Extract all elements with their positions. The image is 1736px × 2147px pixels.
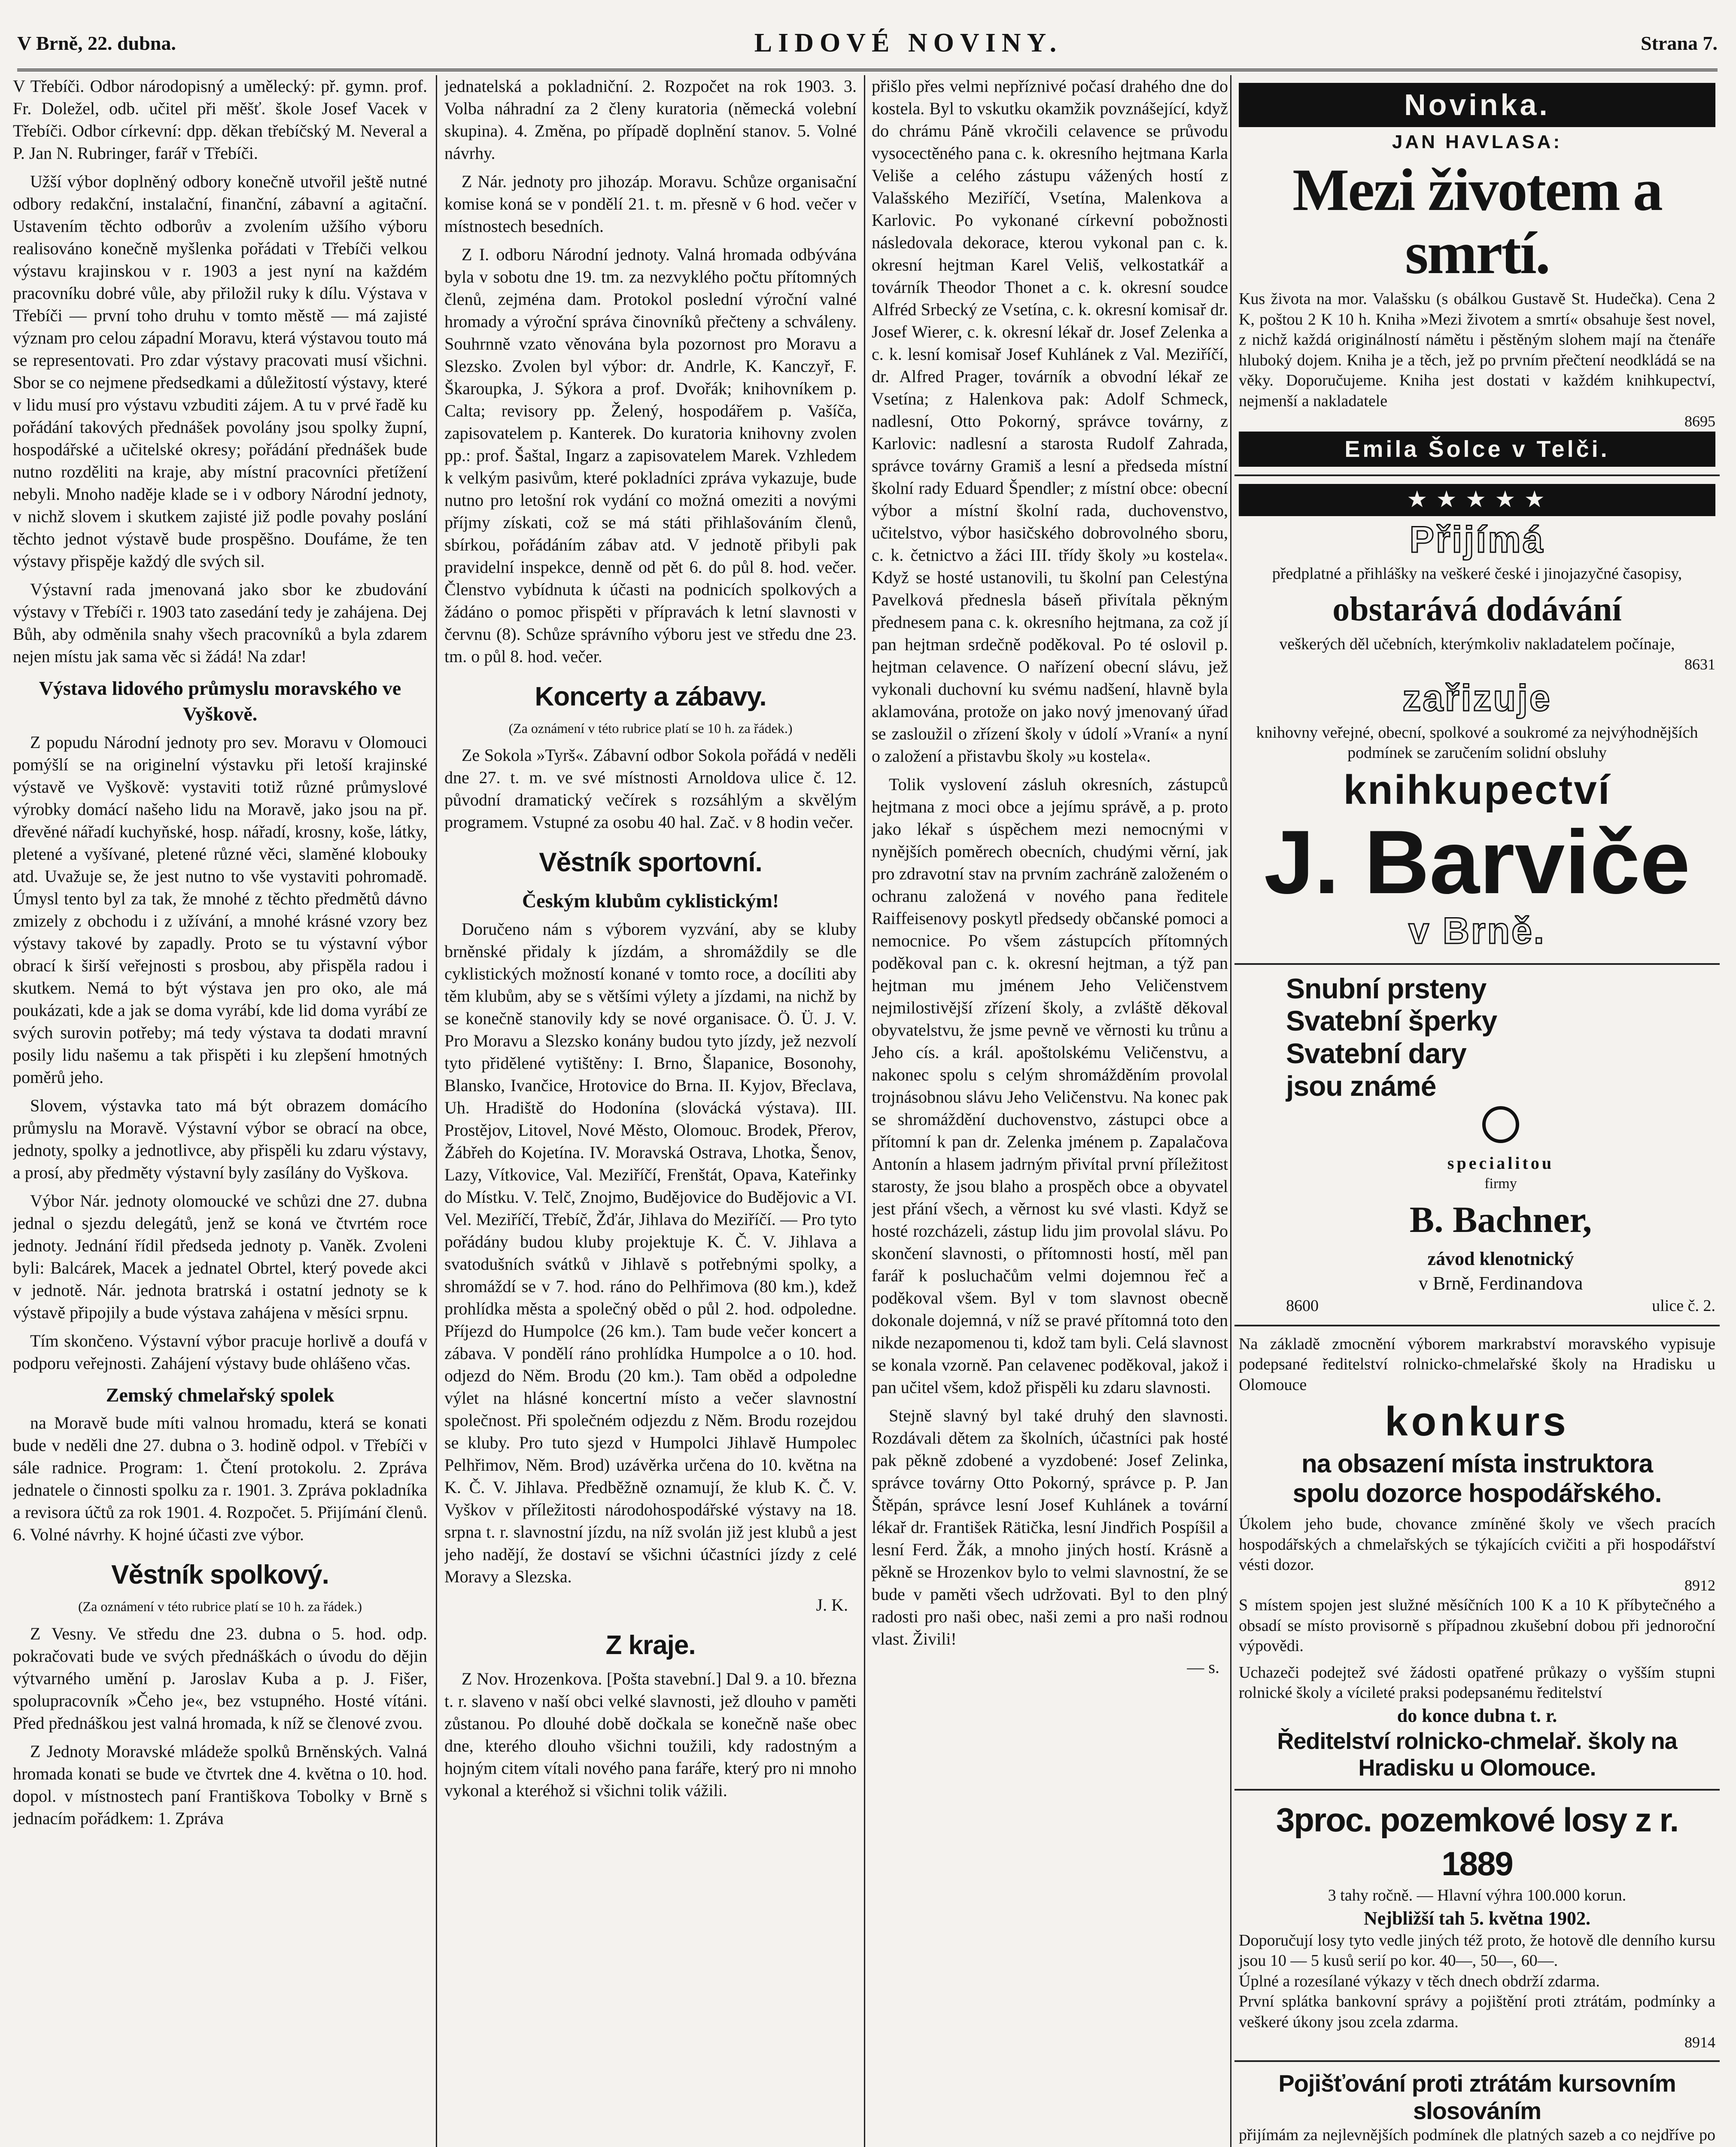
column-rule	[864, 75, 865, 2147]
signature: — s.	[1187, 1657, 1219, 1677]
ad-rings-line4: jsou známé	[1286, 1070, 1436, 1102]
ad-lottery-text3: Doporučují losy tyto vedle jiných též proto, že hotově dle denního kursu jsou 10 — 5 kusů serií po kor. 40—, 50—, 60—.	[1239, 1931, 1715, 1970]
spacer	[1239, 1508, 1715, 1514]
paragraph: Stejně slavný byl také druhý den slavnosti. Rozdávali dětem za školních, účastníci pak hosté pak pěkně zdobené a vyzdobené: Josef Zelinka, správce továrny Otto Pokorný, správce p. P. Jan Štěpán, správce lesní Josef Kuhlánek a tovární lékař dr. František Rätička, lesní Jindřich Pospíšil a lesní Ferd. Žák, a mnoho jiných hostí. Krásně a pěkně se Hrozenkov bylo to velmi slavnostní, že se bude v paměti všech udržovati. Byl to den plný radosti pro naši obec, naši zemi a pro naši rodnou vlast. Živili!	[872, 1406, 1228, 1648]
paragraph: Z Jednoty Moravské mládeže spolků Brněnských. Valná hromada konati se bude ve čtvrtek dne 4. května o 10. hod. dopol. v místnostech paní Františkova Tobolky v Brně s jednacím pořádkem: 1. Zpráva	[13, 1741, 427, 1828]
ad-bachner	[1234, 965, 1720, 1326]
ad-rings-line1: Snubní prsteny	[1286, 972, 1487, 1004]
paragraph: Z Nov. Hrozenkova. [Pošta stavební.] Dal 9. a 10. března t. r. slaveno v naší obci velké slavnosti, jež dlouho v paměti zůstanou. Po dlouhé době dočkala se konečně naše obec dne, kterého dlouho všichni toužili, kdy radostným a hojným citem vítali nového pana faráře, který pro ni mnoho vykonal a kteréhož si všichni tolik vážili.	[444, 1669, 857, 1800]
ad-rings-address1: v Brně, Ferdinandova	[1418, 1273, 1583, 1294]
ad-zarizuje-text: knihovny veřejné, obecní, spolkové a soukromé za nejvýhodnějších podmínek se zaručením solidní obsluhy	[1256, 723, 1698, 762]
ad-novinka-publisher: Emila Šolce v Telči.	[1239, 432, 1715, 467]
section-title: Z kraje.	[605, 1630, 696, 1660]
ad-konkurs	[1234, 1326, 1720, 1791]
ad-novinka-title: Novinka.	[1239, 83, 1715, 127]
ad-decor-banner: ★ ★ ★ ★ ★	[1239, 484, 1715, 516]
ring-icon	[1482, 1106, 1519, 1143]
ad-prijima-title: Přijímá	[1409, 519, 1545, 560]
page-number: Strana 7.	[1641, 32, 1718, 54]
spacer	[1239, 1657, 1715, 1663]
ad-lottery-number: 8914	[1684, 2034, 1715, 2051]
paragraph: Z popudu Národní jednoty pro sev. Moravu v Olomouci pomýšlí se na originelní výstavku při letoší krajinské výstavě ve Vyškově: vystaviti totiž různé průmyslové výrobky domácí našeho lidu na Moravě, jako jsou na př. dřevěné nářadí kuchyňské, hosp. nářadí, krosny, koše, látky, pletené a vyšívané, pletené různé věci, slaměné klobouky atd. Uvažuje se, že jest nutno to vše vystaviti pohromadě. Úmysl tento byl za tak, že mnohé z těchto předmětů dávno zmizely z obchodu i z užívání, a mnohé krásné vzory bez výstavy takové by zapadly. Proto se tu výstavní výbor obrací k širší veřejnosti s prosbou, aby přispěla radou i skutkem. Nemá to být výstava jen pro oko, ale má poukázati, kde a jak se doma vyrábí, kde lid doma vyrábí ze svých surovin potřeby; má tedy výstava ta dodati mravní posily lidu našemu a tak přispěti i ku zlepšení hmotných poměrů jeho.	[13, 732, 427, 1087]
section-heading: Českým klubům cyklistickým!	[522, 889, 779, 912]
ad-konkurs-heading2: spolu dozorce hospodářského.	[1292, 1479, 1662, 1508]
ads-column	[1234, 75, 1720, 2147]
ad-barvic-city: v Brně.	[1408, 910, 1546, 952]
ad-zarizuje-title: zařizuje	[1402, 678, 1552, 719]
signature: J. K.	[816, 1595, 848, 1615]
paragraph: Výbor Nár. jednoty olomoucké ve schůzi dne 27. dubna jednal o sjezdu delegátů, jenž se koná ve čtvrtém roce jednoty. Jednání řídil předseda jednoty p. Vaněk. Zvoleni byli: Balcárek, Macek a jednatel Obrtel, který povede akci v jednotě. Nár. jednota bratrská i ostatní jednoty se k výstavě připojily a bude výstava zahájena v měsíci srpnu.	[13, 1191, 427, 1322]
ad-konkurs-text2: S místem spojen jest služné měsíčních 100 K a 10 K příbytečného a obsadí se místo provisorně s případnou zkušební dobou při jednoroční výpovědi.	[1239, 1596, 1715, 1655]
ad-lottery-text4: Úplné a rozesílané výkazy v těch dnech obdrží zdarma.	[1239, 1972, 1600, 1990]
ad-konkurs-text1: Úkolem jeho bude, chovance zmíněné školy ve všech pracích hospodářských a chmelařských se týkajících cvičiti a při hospodářství vésti dozor.	[1239, 1515, 1715, 1574]
paragraph: Ze Sokola »Tyrš«. Zábavní odbor Sokola pořádá v neděli dne 27. t. m. ve své místnosti Arnoldova ulice č. 12. původní dramatický večírek s rozsáhlým a skvělým programem. Vstupné za osobu 40 hal. Zač. v 8 hodin večer.	[444, 745, 857, 832]
ad-novinka-author: JAN HAVLASA:	[1392, 131, 1563, 152]
ad-prijima-text: předplatné a přihlášky na veškeré české i jinojazyčné časopisy,	[1272, 565, 1682, 583]
newspaper-title: LIDOVÉ NOVINY.	[754, 28, 1063, 58]
ad-rings-workshop: závod klenotnický	[1427, 1248, 1574, 1270]
rubric-note: (Za oznámení v této rubrice platí se 10 h. za řádek.)	[78, 1598, 362, 1614]
paragraph: Výstavní rada jmenovaná jako sbor ke zbudování výstavy v Třebíči r. 1903 tato zasedání tedy je zahájena. Dej Bůh, aby odměnila snahy všech pracovníků a byla zdarem nejen místu jak sama věc si žádá! Na zdar!	[13, 580, 427, 666]
ad-prijima-text2: veškerých děl učebních, kterýmkoliv nakladatelem počínaje,	[1279, 635, 1675, 653]
paragraph: Doručeno nám s výborem vyzvání, aby se kluby brněnské přidaly k jízdám, a shromáždily se dle cyklistických možností konané v tomto roce, a docíliti aby těm klubům, aby se s většími výlety a jízdami, na nichž by se konečně stanovily kdy se nové organisace. Ö. Ü. J. V. Pro Moravu a Slezsko konány budou tyto jízdy, jež nezvolí tyto přidělené vytištěny: I. Brno, Šlapanice, Bosonohy, Blansko, Ivančice, Hrotovice do Brna. II. Kyjov, Břeclava, Uh. Hradiště do Hodonína (slovácká výstava). III. Prostějov, Litovel, Nové Město, Olomouc. Brodek, Přerov, Žábřeh do Kojetína. IV. Moravská Ostrava, Lhotka, Šenov, Lazy, Vítkovice, Val. Meziříčí, Frenštát, Opava, Kateřinky do Místku. V. Telč, Znojmo, Budějovice do Budějovic a VI. Vel. Meziříčí, Třebíč, Žďár, Jihlava do Meziříčí. — Pro tyto pořádány budou kluby projektuje K. Č. V. Jihlava a svatodušních svátků v Jihlavě s potřebnými spolky, a shromáždí se v 7. hod. ráno do Pelhřimova (80 km.), kdež prohlídka města a společný oběd o půl 2. hod. odpoledne. Příjezd do Humpolce (26 km.). Tam bude večer koncert a zábava. V pondělí ráno prohlídka Humpolce a o 10. hod. odjezd do Něm. Brodu (20 km.). Tam oběd a odpoledne výlet na hlásné koncertní místo a večer slavnostní společnost. Při společném odjezdu z Něm. Brodu rozejdou se kluby. Pro tuto sjezd v Humpolci Jihlavě Humpolec Pelhřimov, Něm. Brod) uzávěrka určena do 10. května na K. Č. V. Jihlava. Předběžně oznamují, že klub K. Č. V. Vyškov v příležitosti národohospodářské výstavy na 18. srpna t. r. slavnostní jízdu, na níž svolán již jest klubů a jest jeho nadějí, že dostaví se všichni účastníci jízdy z celé Moravy a Slezska.	[444, 919, 857, 1586]
ad-barvic	[1234, 476, 1720, 964]
ad-konkurs-number: 8912	[1684, 1576, 1715, 1594]
ad-insurance-heading: Pojišťování proti ztrátám kursovním slosováním	[1278, 2070, 1676, 2125]
ad-novinka-book: Mezi životem a smrtí.	[1292, 157, 1662, 287]
ad-konkurs-intro: Na základě zmocnění výborem markrabství moravského vypisuje podepsané ředitelství rolnicko-chmelařské školy na Hradisku u Olomouce	[1239, 1335, 1715, 1394]
paragraph: na Moravě bude míti valnou hromadu, která se konati bude v neděli dne 27. dubna o 3. hodině odpol. v Třebíči v sále radnice. Program: 1. Čtení protokolu. 2. Zpráva jednatele o činnosti spolku za r. 1901. 3. Zpráva pokladníka a revisora účtů za rok 1901. 4. Rozpočet. 5. Přijímání členů. 6. Volné návrhy. K hojné účasti zve výbor.	[13, 1413, 427, 1545]
ad-insurance	[1234, 2062, 1720, 2147]
column-rule	[436, 75, 437, 2147]
paragraph: přišlo přes velmi nepříznivé počasí drahého dne do kostela. Byl to vskutku okamžik povznášející, když do chrámu Páně vkročili celavence se průvodu vysocectěného pana c. k. okresního hejtmana Karla Veliše a celého zástupu vážených hostí z Valašského Meziříčí, Vsetína, Malenkova a Karlovic. Po vykonané církevní pobožnosti následovala dekorace, kterou vykonal pan c. k. okresní hejtman Karel Veliš, velkostatkář a továrník Theodor Thonet a c. k. okresní soudce Alfréd Srbecký ze Vsetína, c. k. okresní komisař dr. Josef Wierer, c. k. okresní lékař dr. Josef Zelenka a c. k. lesní komisař Josef Kuhlánek z Val. Meziříčí, dr. Alfred Prager, továrník a obvodní lékař ze Vsetína; z Halenkova pak: Adolf Schmeck, nadlesní, Otto Pokorný, správce továrny, z Karlovic: nadlesní a starosta Rudolf Zahrada, správce továrny Gramiš a lesní a předseda místní školní rady Eduard Špendler; z místní obce: obecní výbor a místní školní rada, duchovenstvo, učitelstvo, výbor hasičského dobrovolného sboru, c. k. četnictvo a žáci III. třídy školy »u kostela«. Když se hosté ustanovili, tu školní pan Celestýna Pavelková přednesla báseň přivítala pěkným přednesem pana c. k. okresního hejtmana, za což jí pan hejtman srdečně poděkoval. Po té oslovil p. hejtman celavence. O nařízení obecní slávu, jež vykonali duchovní ku svému nadšení, hlavně byla aklamována, protože on jako nový jmenovaný úřad se zasloužil o zřízení školy v údolí »Vraní« a nyní o založení a přistavbu školy »u kostela«.	[872, 76, 1228, 766]
ad-knihkupectvi: knihkupectví	[1343, 766, 1611, 813]
ad-novinka	[1234, 75, 1720, 476]
paragraph: Z I. odboru Národní jednoty. Valná hromada odbývána byla v sobotu dne 19. tm. za nezvyklého počtu přítomných členů, zejména dam. Protokol poslední výroční valné hromady a výroční správa činovníků přečteny a schváleny. Souhrnně vzato věnována byla pozornost pro Moravu a Slezsko. Zvolen byl výbor: dr. Andrle, K. Kanczyř, F. Škaroupka, J. Sýkora a prof. Dvořák; knihovníkem p. Calta; revisory pp. Želený, hospodářem p. Vašíča, zapisovatelem p. Kanterek. Do kuratoria knihovny zvolen pp.: prof. Šaštal, Ingarz a zapisovatelem Marek. Vzhledem k velkým pasivům, které pokladníci zpráva vykazuje, bude nutno pro letošní rok vydání co možná omeziti a novými příjmy získati, což se má státi přihlašováním členů, sbírkou, pořádáním zábav atd. V jednotě přibyli pak pravidelní inspekce, denně od pět 6. do půl 8. hod. večer. Členstvo vybídnuta k účasti na podnicích spolkových a žádáno o pomoc přispěti v přípravách k letní slavnosti v červnu (8). Schůze správního výboru jest ve středu dne 23. tm. o půl 8. hod. večer.	[444, 245, 857, 666]
paragraph: Slovem, výstavka tato má být obrazem domácího průmyslu na Moravě. Výstavní výbor se obrací na obce, jednoty, spolky a jednotlivce, aby přispěli ku zdaru výstavy, a prosí, aby předměty výstavní byly zasílány do Vyškova.	[13, 1095, 427, 1182]
ad-rings-firm: firmy	[1484, 1176, 1517, 1192]
ad-konkurs-title: konkurs	[1385, 1399, 1569, 1445]
ad-insurance-text: přijímám za nejlevnějších podmínek dle platných sazeb a co nejdříve po	[1239, 2126, 1715, 2144]
paragraph: V Třebíči. Odbor národopisný a umělecký: př. gymn. prof. Fr. Doležel, odb. učitel při měšť. škole Josef Vacek v Třebíči. Odbor církevní: dpp. děkan třebíčský M. Neveral a P. Jan N. Rubringer, farář v Třebíči.	[13, 76, 427, 163]
ad-konkurs-heading1: na obsazení místa instruktora	[1301, 1449, 1653, 1478]
ad-rings-number: 8600	[1286, 1297, 1319, 1315]
ad-konkurs-text3: Uchazeči podejtež své žádosti opatřené průkazy o vyšším stupni rolnické školy a vícileté praksi podepsanému ředitelství	[1239, 1663, 1715, 1702]
ad-lottery-text5: První splátka bankovní správy a pojištění proti ztrátám, podmínky a veškeré úkony jsou zcela zdarma.	[1239, 1992, 1715, 2031]
paragraph: Tolik vyslovení zásluh okresních, zástupců hejtmana z moci obce a jejímu správě, a p. proto jako lékař s úspěchem mezi nemocnými v nynějších poměrech obecních, chudými věrní, jak pro zdravotní stav na prvním zachráně založeném o ochranu založená v nového pana ředitele Raiffeisenovy poskytl předsedy občanské pomoci a nemocnice. Po všem zástupcích přítomných poděkoval pan c. k. okresní hejtman, a týž pan hejtman mu jménem Jeho Veličenstvem nejmilostivější zřízení školy, a zvláště děkoval obyvatelstvu, že jsme pevně ve věrnosti ku trůnu a Jeho cís. a král. apoštolskému Veličenstvu, a nakonec spolu s celým shromážděním provolal trojnásobnou slávu Jeho Veličenstvu. Na konec pak se shromáždění duchovenstvo, zástupci obce a přítomní k pan dr. Zelenka jménem p. Zapalačova Antonín a hlasem jadrným přivítal první příležitost starosty, že jsou blaho a prospěch obce a obyvatel jest přání všech, a věrnost ku své vlasti. Když se hosté rozcházeli, zástup lidu jim provolal slávu. Po skončení slavnosti, o přítomnosti hostí, měl pan farář k posluchačům velmi dojemnou řeč a poděkoval všem. Byl v tom slavnost obecně dokonale dojemná, v níž se pravé přítomná toto den nikde nezapomenou ti, kdož tam byli. Celá slavnost se konala vzorně. Pan celavenec poděkoval, jakož i pan učitel všem, kdož přispěli ku zdaru slavnosti.	[872, 775, 1228, 1397]
masthead-date: V Brně, 22. dubna.	[17, 32, 176, 54]
column-rule	[1230, 75, 1231, 2147]
section-title: Koncerty a zábavy.	[535, 682, 766, 712]
masthead	[17, 17, 1718, 71]
ad-rings-name: B. Bachner,	[1409, 1199, 1592, 1241]
ad-rings-specialty: specialitou	[1447, 1153, 1554, 1173]
ad-lottery-text1: 3 tahy ročně. — Hlavní výhra 100.000 korun.	[1328, 1886, 1627, 1905]
column-2	[444, 75, 857, 2147]
ad-konkurs-signature: Ředitelství rolnicko-chmelař. školy na Hradisku u Olomouce.	[1277, 1728, 1677, 1781]
ad-lottery-text2: Nejbližší tah 5. května 1902.	[1364, 1907, 1590, 1929]
rubric-note: (Za oznámení v této rubrice platí se 10 h. za řádek.)	[508, 720, 793, 736]
ad-lottery-heading: 3proc. pozemkové losy z r. 1889	[1276, 1801, 1678, 1882]
ad-novinka-text: Kus života na mor. Valašsku (s obálkou Gustavě St. Hudečka). Cena 2 K, poštou 2 K 10 h. Kniha »Mezi životem a smrtí« obsahuje šest novel, z nichž každá originálností námětu i pěstěným slohem mají na čtenáře hluboký dojem. Kniha je a těch, jež po prvním přečtení neodkládá se na věky. Doporučujeme. Kniha jest dostati v každém knihkupectví, nejmenší a nakladatele	[1239, 290, 1715, 410]
ad-prijima-big: obstarává dodávání	[1332, 590, 1622, 628]
ad-konkurs-deadline: do konce dubna t. r.	[1397, 1705, 1557, 1726]
paragraph: Z Vesny. Ve středu dne 23. dubna o 5. hod. odp. pokračovati bude ve svých přednáškách o úvodu do dějin výtvarného umění p. Jaroslav Kuba a p. J. Fišer, spolupracovník »Čeho je«, bez vstupného. Hosté vítáni. Před přednáškou jest valná hromada, k níž se členové zvou.	[13, 1624, 427, 1733]
ad-novinka-number: 8695	[1684, 413, 1715, 430]
paragraph: Tím skončeno. Výstavní výbor pracuje horlivě a doufá v podporu veřejnosti. Zahájení výstavy bude ohlášeno včas.	[13, 1331, 427, 1373]
ad-rings-line3: Svatební dary	[1286, 1037, 1466, 1070]
section-heading: Zemský chmelařský spolek	[106, 1384, 334, 1406]
ad-rings-line2: Svatební šperky	[1286, 1005, 1497, 1037]
column-1	[13, 75, 427, 2147]
ad-rings-address2: ulice č. 2.	[1652, 1297, 1715, 1315]
ad-prijima-number: 8631	[1684, 656, 1715, 673]
ad-barvic-name: J. Barviče	[1264, 811, 1690, 912]
column-3	[872, 75, 1228, 2147]
paragraph: Užší výbor doplněný odbory konečně utvořil ještě nutné odbory redakční, instalační, finanční, zábavní a agitační. Ustavením těchto odborův a zvolením užšího výboru realisováno konečně myšlenka pořádati v Třebíči velkou výstavu krajinskou v r. 1903 a jest nyní na každém pracovníku dobré vůle, aby přiložil ruky k dílu. Výstava v Třebíči — první toho druhu v tomto městě — má zajisté význam pro celou západní Moravu, která výstavou touto má se representovati. Pro zdar výstavy pracovati musí všichni. Sbor se co nejmene předsedkami a důležitostí výstavy, které v lidu musí pro výstavu vzbuditi zájem. A tu v prvé řadě ku pořádání takových přednášek povolány jsou spolky župní, hospodářské a učitelské okresy; pořádání přednášek bude nutno rozděliti na kraje, aby místní pracovníci přetížení nebyli. Mnoho naděje klade se i v odbory Národní jednoty, v nichž slovem i skutkem zajisté již podle povahy poslání těchto jednot výstavě bude prospěšno. Doufáme, že ten výstavy přispěje každý dle svých sil.	[13, 172, 427, 571]
paragraph: jednatelská a pokladniční. 2. Rozpočet na rok 1903. 3. Volba náhradní za 2 členy kuratoria (německá volební skupina). 4. Změna, po případě doplnění stanov. 5. Volné návrhy.	[444, 76, 857, 163]
section-heading: Výstava lidového průmyslu moravského ve Vyškově.	[39, 677, 401, 725]
section-title: Věstník spolkový.	[111, 1560, 329, 1590]
ad-lottery	[1234, 1791, 1720, 2062]
paragraph: Z Nár. jednoty pro jihozáp. Moravu. Schůze organisační komise koná se v pondělí 21. t. m. přesně v 6 hod. večer v místnostech besedních.	[444, 172, 857, 236]
section-title: Věstník sportovní.	[539, 848, 762, 878]
